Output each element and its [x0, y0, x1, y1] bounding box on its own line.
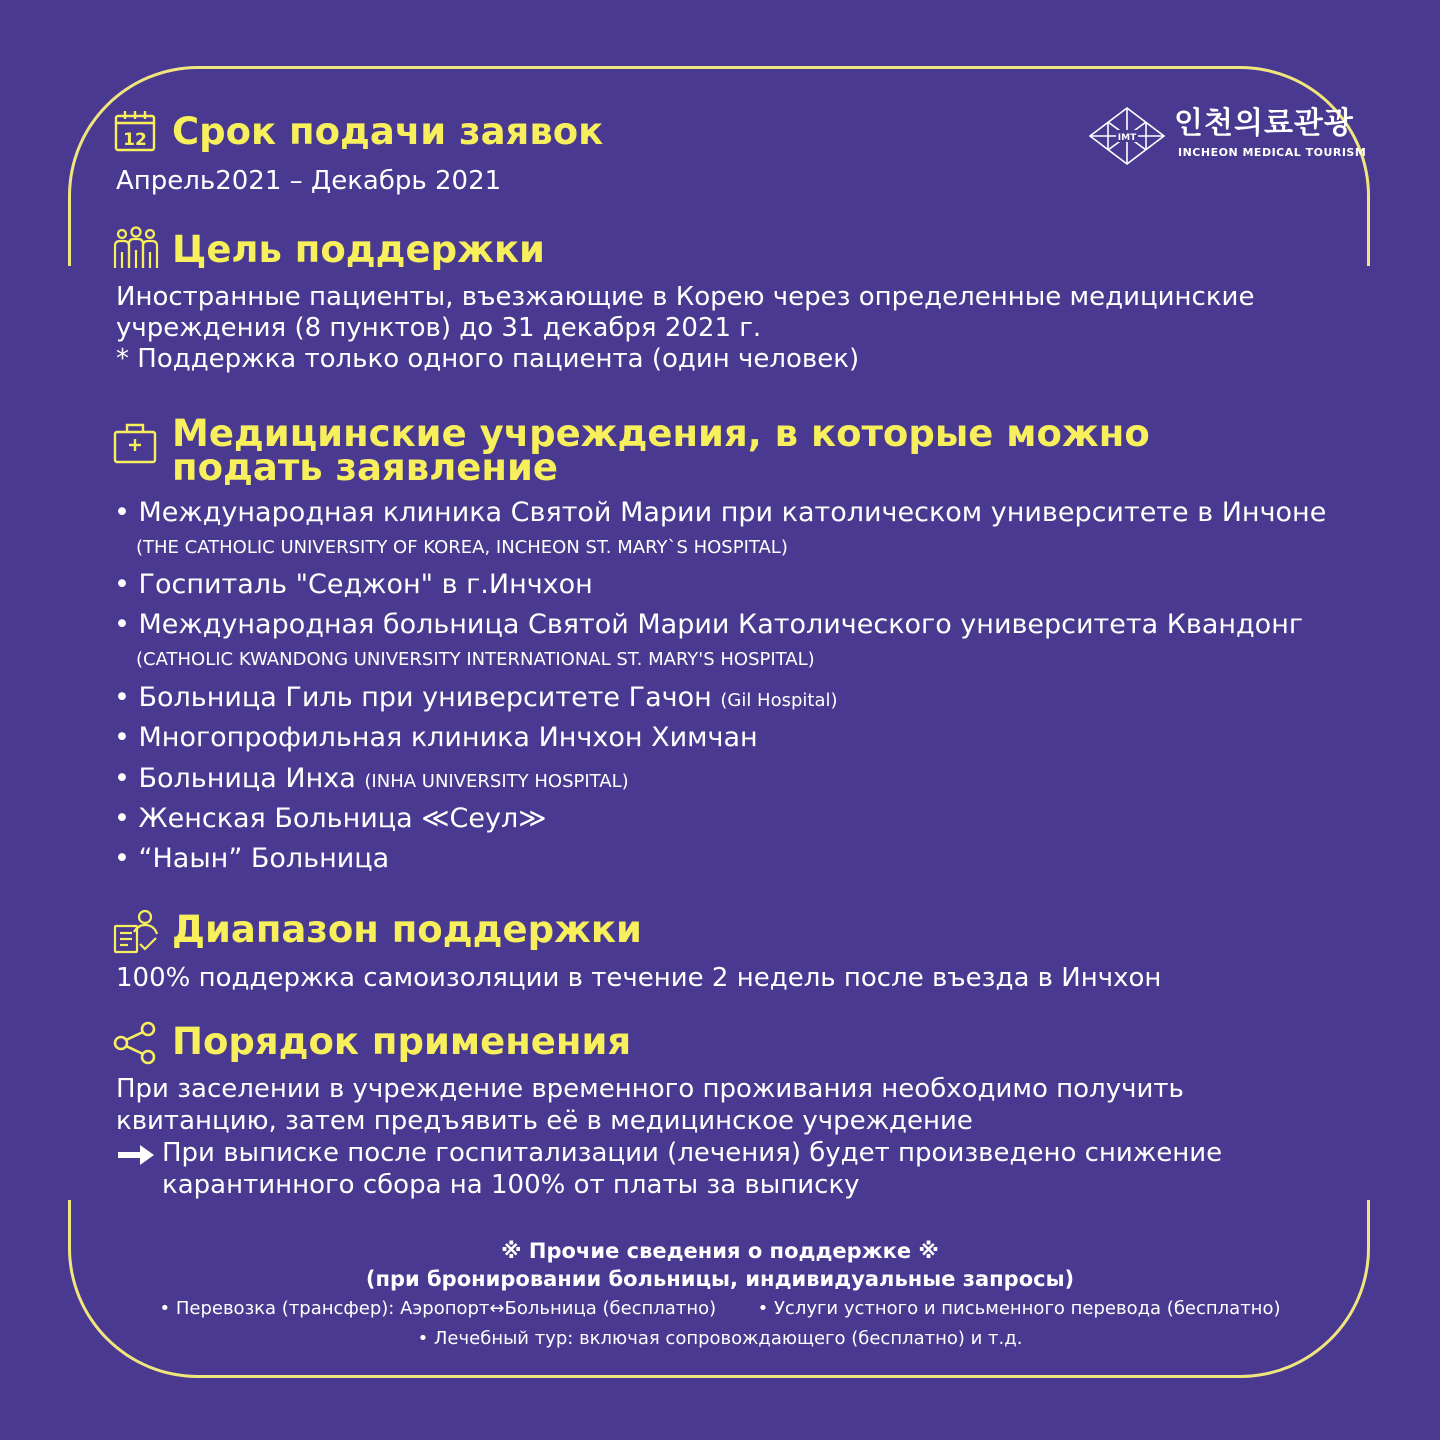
list-item — [114, 682, 838, 717]
target-title: Цель поддержки — [172, 228, 545, 271]
deadline-title: Срок подачи заявок — [172, 110, 604, 153]
footer-services-line — [70, 1296, 1370, 1322]
procedure-line: При заселении в учреждение временного проживания необходимо получить — [116, 1074, 1184, 1104]
list-item-inline-sub: (INHA UNIVERSITY HOSPITAL) — [364, 771, 629, 792]
scope-title: Диапазон поддержки — [172, 908, 642, 951]
people-icon — [112, 226, 160, 272]
list-item: • Женская Больница ≪Сеул≫ — [114, 803, 547, 834]
list-item: • Международная больница Святой Марии Католического университета Квандонг — [114, 609, 1304, 640]
list-item: • Госпиталь "Седжон" в г.Инчхон — [114, 569, 593, 600]
target-line: учреждения (8 пунктов) до 31 декабря 2021 г. — [116, 313, 762, 343]
svg-text:12: 12 — [123, 130, 147, 150]
institutions-title-line1: Медицинские учреждения, в которые можно — [172, 412, 1150, 455]
arrow-right-icon — [116, 1143, 156, 1167]
target-line: Иностранные пациенты, въезжающие в Корею через определенные медицинские — [116, 282, 1255, 312]
svg-text:IMT: IMT — [1117, 133, 1137, 143]
scope-text: 100% поддержка самоизоляции в течение 2 недель после въезда в Инчхон — [116, 963, 1162, 993]
list-item: • “Наын” Больница — [114, 843, 390, 874]
deadline-text: Апрель2021 – Декабрь 2021 — [116, 166, 502, 196]
share-icon — [112, 1020, 158, 1066]
brand-name-english: INCHEON MEDICAL TOURISM — [1178, 146, 1367, 159]
document-person-icon — [112, 908, 160, 954]
list-item-inline-sub: (Gil Hospital) — [720, 690, 838, 711]
procedure-arrow-line: карантинного сбора на 100% от платы за выписку — [162, 1170, 860, 1200]
list-item — [114, 763, 629, 798]
list-item: • Многопрофильная клиника Инчхон Химчан — [114, 722, 758, 753]
list-item-sub: (CATHOLIC KWANDONG UNIVERSITY INTERNATIONAL ST. MARY'S HOSPITAL) — [136, 649, 815, 670]
procedure-line: квитанцию, затем предъявить её в медицинское учреждение — [116, 1106, 973, 1136]
list-item-text: • Больница Гиль при университете Гачон — [114, 682, 712, 713]
footer-title: ※ Прочие сведения о поддержке ※ — [501, 1239, 939, 1263]
footer-tour-item: • Лечебный тур: включая сопровождающего (бесплатно) и т.д. — [417, 1328, 1023, 1349]
imt-logo-icon — [1088, 106, 1166, 166]
medical-kit-icon — [112, 420, 158, 464]
list-item-sub: (THE CATHOLIC UNIVERSITY OF KOREA, INCHEON ST. MARY`S HOSPITAL) — [136, 537, 788, 558]
list-item: • Международная клиника Святой Марии при католическом университете в Инчоне — [114, 497, 1327, 528]
footer-transfer-item: • Перевозка (трансфер): Аэропорт↔Больница (бесплатно) — [159, 1298, 717, 1319]
calendar-icon — [112, 108, 158, 154]
brand-name-korean: 인천의료관광 — [1174, 106, 1354, 141]
footer-translation-item: • Услуги устного и письменного перевода (бесплатно) — [757, 1298, 1281, 1319]
institutions-title-line2: подать заявление — [172, 446, 558, 489]
target-line-note: * Поддержка только одного пациента (один человек) — [116, 344, 860, 374]
list-item-text: • Больница Инха — [114, 763, 356, 794]
procedure-arrow-line: При выписке после госпитализации (лечения) будет произведено снижение — [162, 1138, 1223, 1168]
footer-subtitle: (при бронировании больницы, индивидуальные запросы) — [365, 1267, 1075, 1291]
procedure-title: Порядок применения — [172, 1020, 632, 1063]
